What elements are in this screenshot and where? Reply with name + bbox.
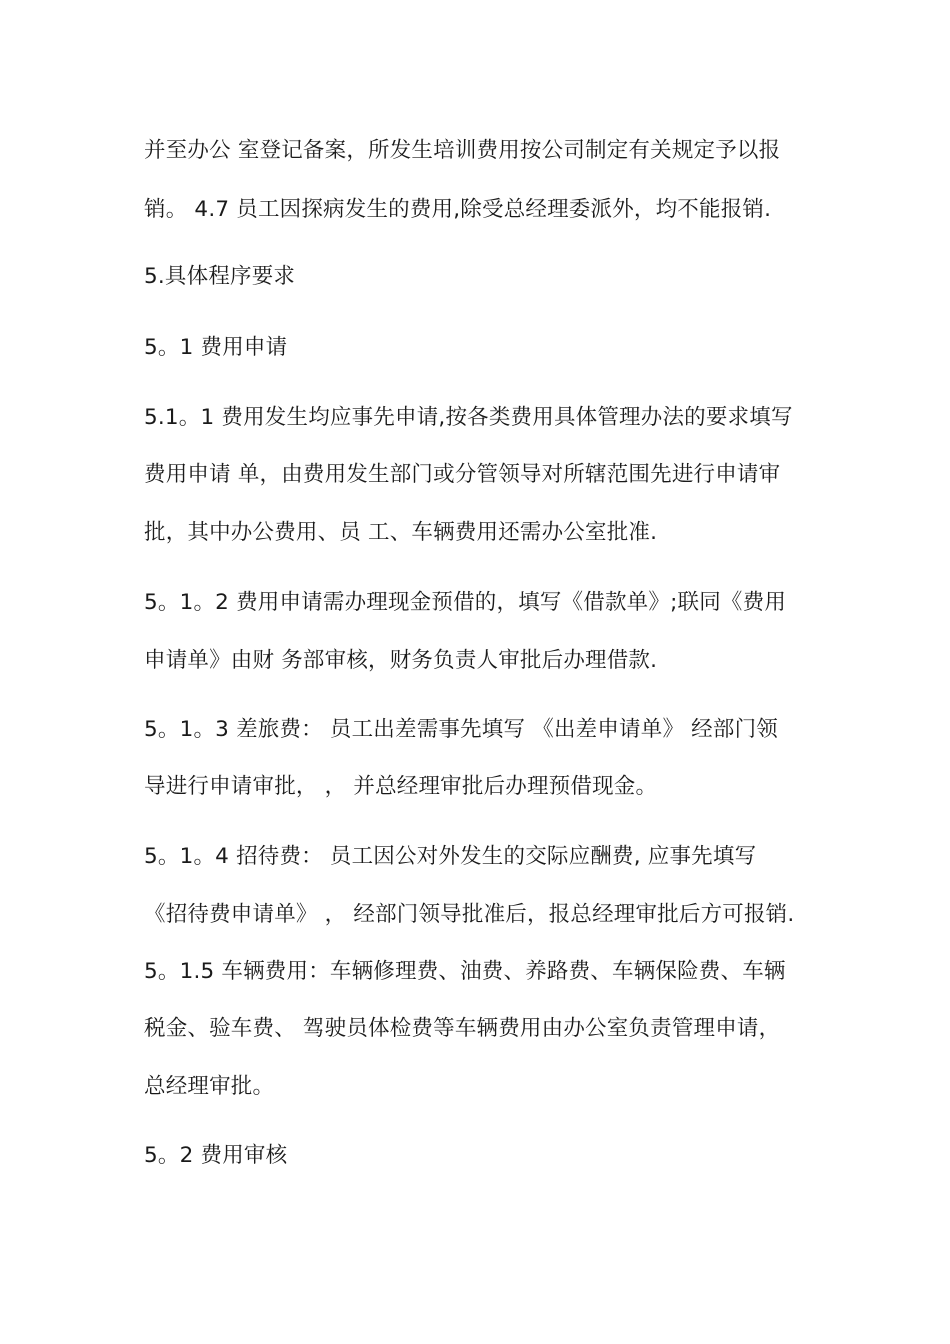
text-line: 并至办公 室登记备案，所发生培训费用按公司制定有关规定予以报 [144, 138, 781, 163]
text-line: 批，其中办公费用、员 工、车辆费用还需办公室批准. [144, 520, 658, 545]
text-line: 5.1。1 费用发生均应事先申请,按各类费用具体管理办法的要求填写 [144, 405, 793, 430]
text-line: 5。1。2 费用申请需办理现金预借的，填写《借款单》;联同《费用 [144, 590, 787, 615]
text-line: 5。1。4 招待费： 员工因公对外发生的交际应酬费, 应事先填写 [144, 844, 757, 869]
text-line: 总经理审批。 [144, 1074, 275, 1099]
subsection-heading: 5。1 费用申请 [144, 335, 288, 360]
text-line: 5。1.5 车辆费用：车辆修理费、油费、养路费、车辆保险费、车辆 [144, 959, 786, 984]
text-line: 费用申请 单，由费用发生部门或分管领导对所辖范围先进行申请审 [144, 462, 781, 487]
text-line: 税金、验车费、 驾驶员体检费等车辆费用由办公室负责管理申请， [144, 1016, 781, 1041]
text-line: 销。 4.7 员工因探病发生的费用,除受总经理委派外，均不能报销. [144, 197, 772, 222]
text-line: 导进行申请审批， ， 并总经理审批后办理预借现金。 [144, 774, 658, 799]
text-line: 《招待费申请单》 ， 经部门领导批准后，报总经理审批后方可报销. [144, 902, 795, 927]
text-line: 5。1。3 差旅费： 员工出差需事先填写 《出差申请单》 经部门领 [144, 717, 778, 742]
subsection-heading: 5。2 费用审核 [144, 1143, 288, 1168]
text-line: 申请单》由财 务部审核，财务负责人审批后办理借款. [144, 648, 658, 673]
section-heading: 5.具体程序要求 [144, 264, 296, 289]
